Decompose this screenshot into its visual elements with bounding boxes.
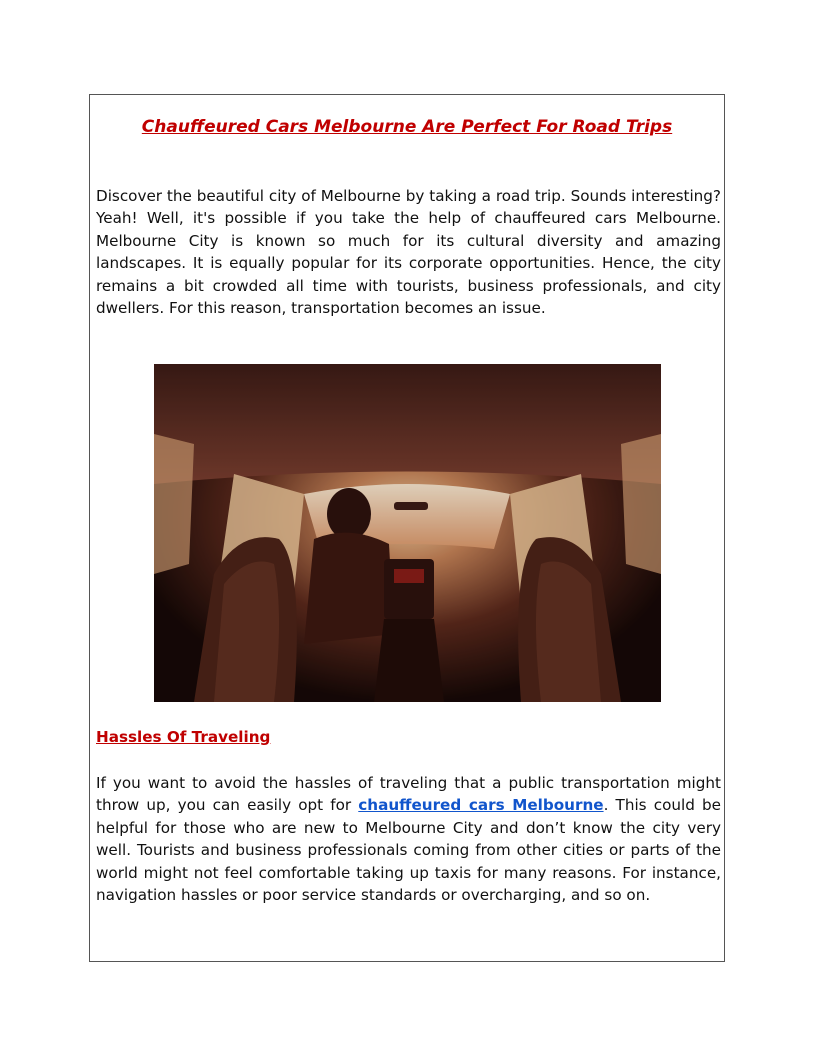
section-paragraph <box>96 772 721 906</box>
section-heading: Hassles Of Traveling <box>96 728 271 746</box>
car-interior-illustration <box>154 364 661 702</box>
intro-paragraph: Discover the beautiful city of Melbourne by taking a road trip. Sounds interesting? Yeah! Well, it's possible if you take the help of chauffeured cars Melbourne. Melbourne City is known so much for its cultural diversity and amazing landscapes. It is equally popular for its corporate opportunities. Hence, the city remains a bit crowded all time with tourists, business professionals, and city dwellers. For this reason, transportation becomes an issue. <box>96 187 721 318</box>
article-title: Chauffeured Cars Melbourne Are Perfect For Road Trips <box>141 117 673 137</box>
document-page <box>89 94 725 962</box>
section-text-after: . This could be helpful for those who are new to Melbourne City and don’t know the city very well. Tourists and business professionals coming from other cities or parts of the world might not feel comfortable taking up taxis for many reasons. For instance, navigation hassles or poor service standards or overcharging, and so on. <box>96 796 721 905</box>
car-interior-photo <box>154 364 661 702</box>
section-text-before: If you want to avoid the hassles of traveling that a public transportation might throw up, you can easily opt for <box>96 774 721 815</box>
chauffeured-cars-link[interactable]: chauffeured cars Melbourne <box>358 796 604 815</box>
